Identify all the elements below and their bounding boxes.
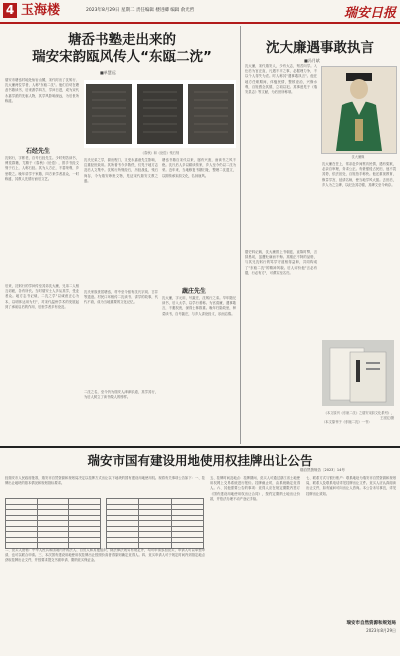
article1-body-text: 沈躬行，字彬老，自号石经先生。少时刻苦读书，博览群籍，尤精于《春秋》《论语》，曾手书经文刻于石上，人称石经。其为人方正，不慕荣利，乡里敬之。晚年讲学于家塾，四方来学者甚众，一时称盛，其教人先德行而后文艺。 bbox=[5, 156, 79, 181]
land-table-1 bbox=[5, 498, 101, 549]
article1-headline-line2: 瑞安宋韵瓯风传人“东瓯二沈” bbox=[32, 49, 212, 65]
notice-headline: 瑞安市国有建设用地使用权挂牌出让公告 bbox=[87, 453, 313, 468]
section-title: 玉海楼 bbox=[21, 3, 61, 18]
notice-body-text: 二、竞买人资格：中华人民共和国境内外的法人、自然人和其他组织，除法律法规另有规定外，均可申请参加竞买，申请人可以单独申请，也可以联合申请。三、本次国有建设用地使用权挂牌出让按照价高者得原则确定竞得人。四、竞买申请人可于规定时间内到指定地点获取挂牌出让文件，并按要求提交书面申请、缴纳竞买保证金。 bbox=[5, 548, 205, 563]
article2-body-text: 沈大廉，宋代瑞安人，少有大志，刻苦向学。入仕后为官正直，凡遇不平之事，必据理力争，不以个人得失为虑。时人称其"遇事敢执言"。他在地方任职期间，体恤民情，整顿吏治，兴修水利，百姓感念其德，立祠以祀。其事迹见于《瑞安县志》等文献，为后世所称颂。 bbox=[245, 64, 317, 95]
stone-photo-caption: 《春秋》和《论语》残石刻 bbox=[140, 151, 180, 155]
article1-body-text: 沈氏家族世居塘岙，村中至今留有沈氏宗祠、古井等遗迹。村民口耳相传二沈读书、讲学的故事，代代不衰，成为当地重要的文化记忆。 bbox=[84, 290, 158, 305]
notice-signature-date: 2023年8月29日 bbox=[366, 628, 396, 633]
stone-rubbings bbox=[84, 80, 236, 148]
land-table-2 bbox=[106, 498, 204, 549]
article2-body-text: 沈大廉在任上，常亲赴乡间察访民情，遇有冤狱，必亲自审理，务求公正。有豪强侵占民田，他不畏其势，依法惩处，百姓拍手称快。他还重视教育，修葺学宫，延请名师，使当地学风大振。去世后，乡人为之立碑，以纪念其功德，其碑文至今尚存。 bbox=[322, 162, 396, 187]
notice-divider bbox=[0, 446, 400, 448]
subhead-2: 蔬庄先生 bbox=[182, 288, 207, 295]
article2-body-text: 据史料记载，沈大廉曾上书朝廷，直陈时弊，言辞恳切，虽遭贬谪而不悔。其刚正不阿的品格，与其兄沈躬行的笃学守道相得益彰，共同构成了"东瓯二沈"的精神风貌。后人评价他"言必有据，行必有方"，可谓实至名归。 bbox=[245, 250, 317, 275]
article1-headline-line1: 塘岙书塾走出来的 bbox=[68, 32, 176, 48]
article1-body-text: 塘岙书塾自宋代以来，屡有兴废，而读书之风不绝。沈氏后人多以耕读传家，乡人至今仍以二沈为荣。近年来，当地修复书塾旧址，整理二沈遗文，以期传承宋韵文化，弘扬瓯风。 bbox=[162, 158, 236, 178]
column-divider bbox=[240, 26, 241, 444]
notice-body-text: 五、挂牌时间及地点：挂牌期间，竞买人可通过浙江省土地使用权网上交易系统进行报价。挂牌截止时，由系统确定竞得人。六、其他需要公告的事项：竞得人应在规定期限内签订《国有建设用地使用权出让合同》，按约定缴纳土地出让价款，并依法办理不动产登记手续。 bbox=[210, 476, 300, 501]
page-number: 4 bbox=[3, 3, 17, 18]
article2-headline: 沈大廉遇事敢执言 bbox=[266, 40, 374, 56]
article1-body-text: 沈大廉，字元用，号蔬庄，沈躬行之弟。早年随兄读书，后入太学，以学行著称。为官清廉，遇事敢言，不避权贵，深得士林推重。晚年归隐故里，种菜读书，自号蔬庄，与乡人讲论经义，乐而忘倦。 bbox=[162, 296, 236, 316]
newspaper-brand: 瑞安日报 bbox=[343, 6, 396, 21]
article1-headline bbox=[6, 32, 238, 66]
article1-body-text: 沈氏兄弟之学，源出程门，又受永嘉诸先生影响，注重经世致用。其所著书今多散佚，仅见于地方志及后人文集中。沈躬行所刻经石，历经战乱，残石尚存，今为瑞安珍贵文物，见证宋代瑞安文教之盛。 bbox=[84, 158, 158, 183]
article1-body-text: 二沈之名，至今仍为瑞安人津津乐道，其学其行，为后人树立了读书做人的榜样。 bbox=[84, 390, 158, 400]
stone-inscription-photo bbox=[84, 80, 236, 148]
notice-body-text: 七、联系方式与银行账户：联系地址为瑞安市自然资源和规划局，联系人及联系电话详见挂牌出让文件。竞买人应认真阅读出让文件，如有疑问可向出让人咨询。本公告未尽事宜，详见挂牌出让须知。 bbox=[306, 476, 396, 496]
notice-doc-number: 瑞自然资规告〔2023〕14号 bbox=[300, 468, 345, 472]
book-photo bbox=[322, 340, 394, 406]
notice-signature-org: 瑞安市自然资源和规划局 bbox=[346, 621, 396, 626]
portrait-caption: 沈大廉像 bbox=[351, 155, 365, 159]
article2-body-text: （本文原刊于《东瓯二沈》一书） bbox=[322, 420, 372, 424]
article1-body-text: 瑞安市塘岙村地处仙岩山麓，宋代时出了沈躬行、沈大廉两位学者，人称"东瓯二沈"。他们自幼在塘岙书塾读书，后来游学四方，学问日进，成为宋代永嘉学派的先驱人物，其学风影响深远，为后世所称道。 bbox=[5, 78, 79, 103]
issue-meta: 2023年8月29日 星期二 责任编辑 楼进卿 编辑 俞光哲 bbox=[86, 8, 195, 13]
article2-byline: ■冯月斌 bbox=[304, 58, 320, 63]
article1-body-text: 后来，沈躬行的学问传至其弟沈大廉，兄弟二人相互切磋，各有所长。当时瑞安士人多从其学，受业者众。地方志书记载，二沈之学"以诚意正心为本，以明体达用为归"，对宋代温州学术的发展起到了承前启后的作用，后世学者多有论及。 bbox=[5, 284, 79, 309]
article1-byline: ■单慧远 bbox=[100, 70, 116, 75]
book-caption: 《本文原刊《东瓯二沈》之瑞安宋韵文化系列》，王旭宏/摄 bbox=[323, 411, 394, 420]
subhead-1: 石经先生 bbox=[26, 148, 51, 155]
scholar-portrait bbox=[322, 67, 396, 153]
notice-intro: 经瑞安市人民政府批准，瑞安市自然资源和规划局决定以挂牌方式出让以下地块的国有建设用地使用权。现将有关事项公告如下：一、挂牌出让地块的基本情况和规划指标要求。 bbox=[5, 476, 205, 486]
portrait-image bbox=[321, 66, 397, 154]
book-stack bbox=[322, 340, 394, 406]
